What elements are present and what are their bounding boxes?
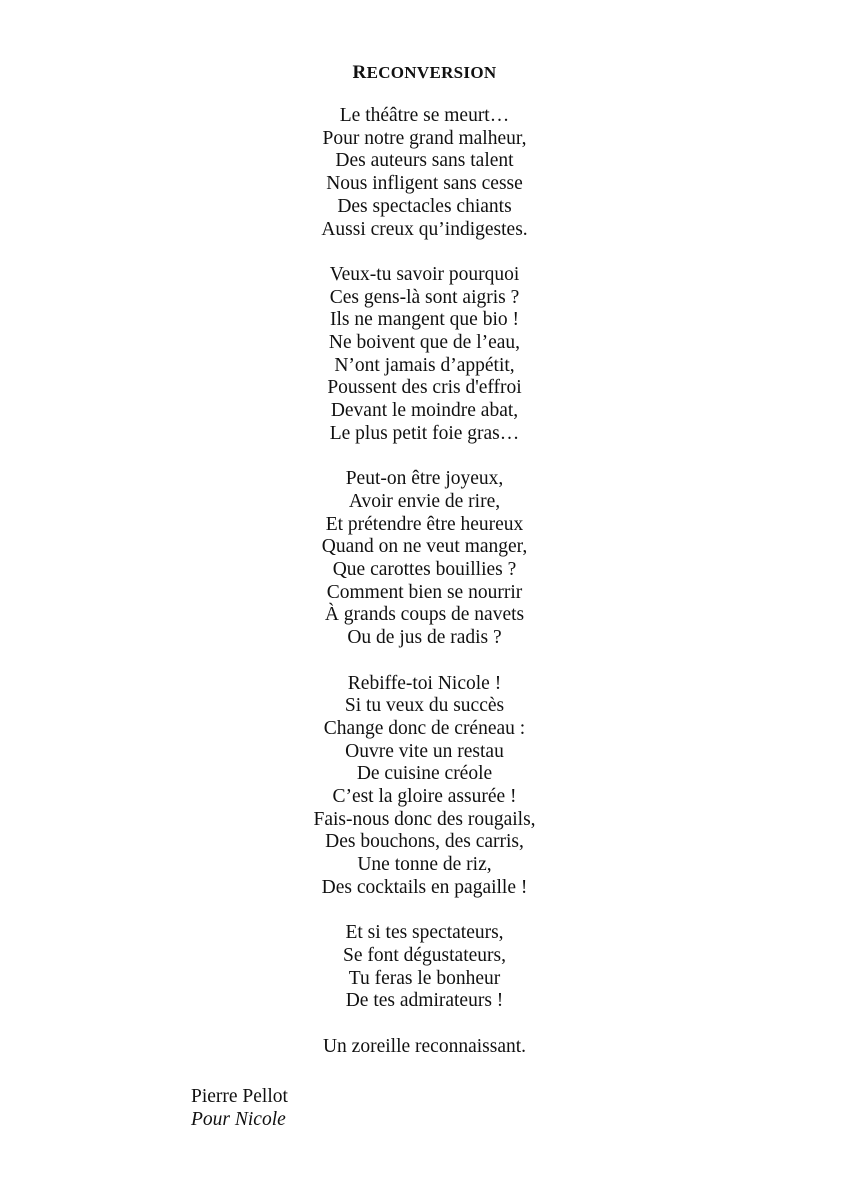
stanza [0,1036,849,1059]
poem-line: Devant le moindre abat, [330,400,519,422]
poem-line: Change donc de créneau : [323,717,526,739]
signature-block [191,1085,288,1131]
poem-title [0,62,849,84]
stanza [0,468,849,650]
poem-line: Une tonne de riz, [357,854,492,876]
poem-line: Des bouchons, des carris, [325,831,524,853]
title-initial: R [352,62,367,83]
poem-line: Aussi creux qu’indigestes. [321,218,528,240]
poem-line: Des auteurs sans talent [335,150,514,172]
title-rest: ECONVERSION [366,63,497,82]
author-name: Pierre Pellot [191,1086,288,1107]
poem-line: Peut-on être joyeux, [345,468,504,490]
poem-line: Que carottes bouillies ? [332,559,517,581]
poem-line: À grands coups de navets [324,604,525,626]
poem-line: Avoir envie de rire, [348,490,501,512]
poem-line: Ou de jus de radis ? [347,627,502,649]
poem-line: Et si tes spectateurs, [345,922,504,944]
poem-line: Ils ne mangent que bio ! [330,309,519,331]
poem-line: Fais-nous donc des rougails, [313,808,536,830]
poem-line: N’ont jamais d’appétit, [334,354,515,376]
poem-line: Nous infligent sans cesse [326,173,523,195]
poem-line: Des cocktails en pagaille ! [321,876,528,898]
poem-line: Un zoreille reconnaissant. [322,1035,527,1057]
poem-body [0,105,849,1081]
poem-line: De cuisine créole [356,763,493,785]
poem-line: De tes admirateurs ! [345,990,504,1012]
poem-line: Pour notre grand malheur, [322,127,527,149]
stanza [0,264,849,446]
poem-line: Le plus petit foie gras… [329,422,520,444]
poem-line: Quand on ne veut manger, [321,536,528,558]
poem-line: Le théâtre se meurt… [339,105,510,126]
stanza [0,105,849,241]
poem-line: Des spectacles chiants [337,195,512,217]
poem-line: Et prétendre être heureux [325,513,524,535]
poem-line: Veux-tu savoir pourquoi [329,263,520,285]
poem-line: Se font dégustateurs, [342,944,506,966]
poem-line: Ouvre vite un restau [345,740,504,762]
poem-line: Tu feras le bonheur [348,967,501,989]
dedication: Pour Nicole [191,1109,286,1130]
stanza [0,673,849,900]
poem-line: C’est la gloire assurée ! [332,786,517,808]
poem-line: Rebiffe-toi Nicole ! [347,672,502,694]
poem-line: Comment bien se nourrir [326,581,523,603]
poem-line: Ne boivent que de l’eau, [328,332,521,354]
poem-line: Ces gens-là sont aigris ? [329,286,520,308]
poem-line: Poussent des cris d'effroi [327,377,522,399]
stanza [0,922,849,1013]
poem-line: Si tu veux du succès [344,695,505,717]
